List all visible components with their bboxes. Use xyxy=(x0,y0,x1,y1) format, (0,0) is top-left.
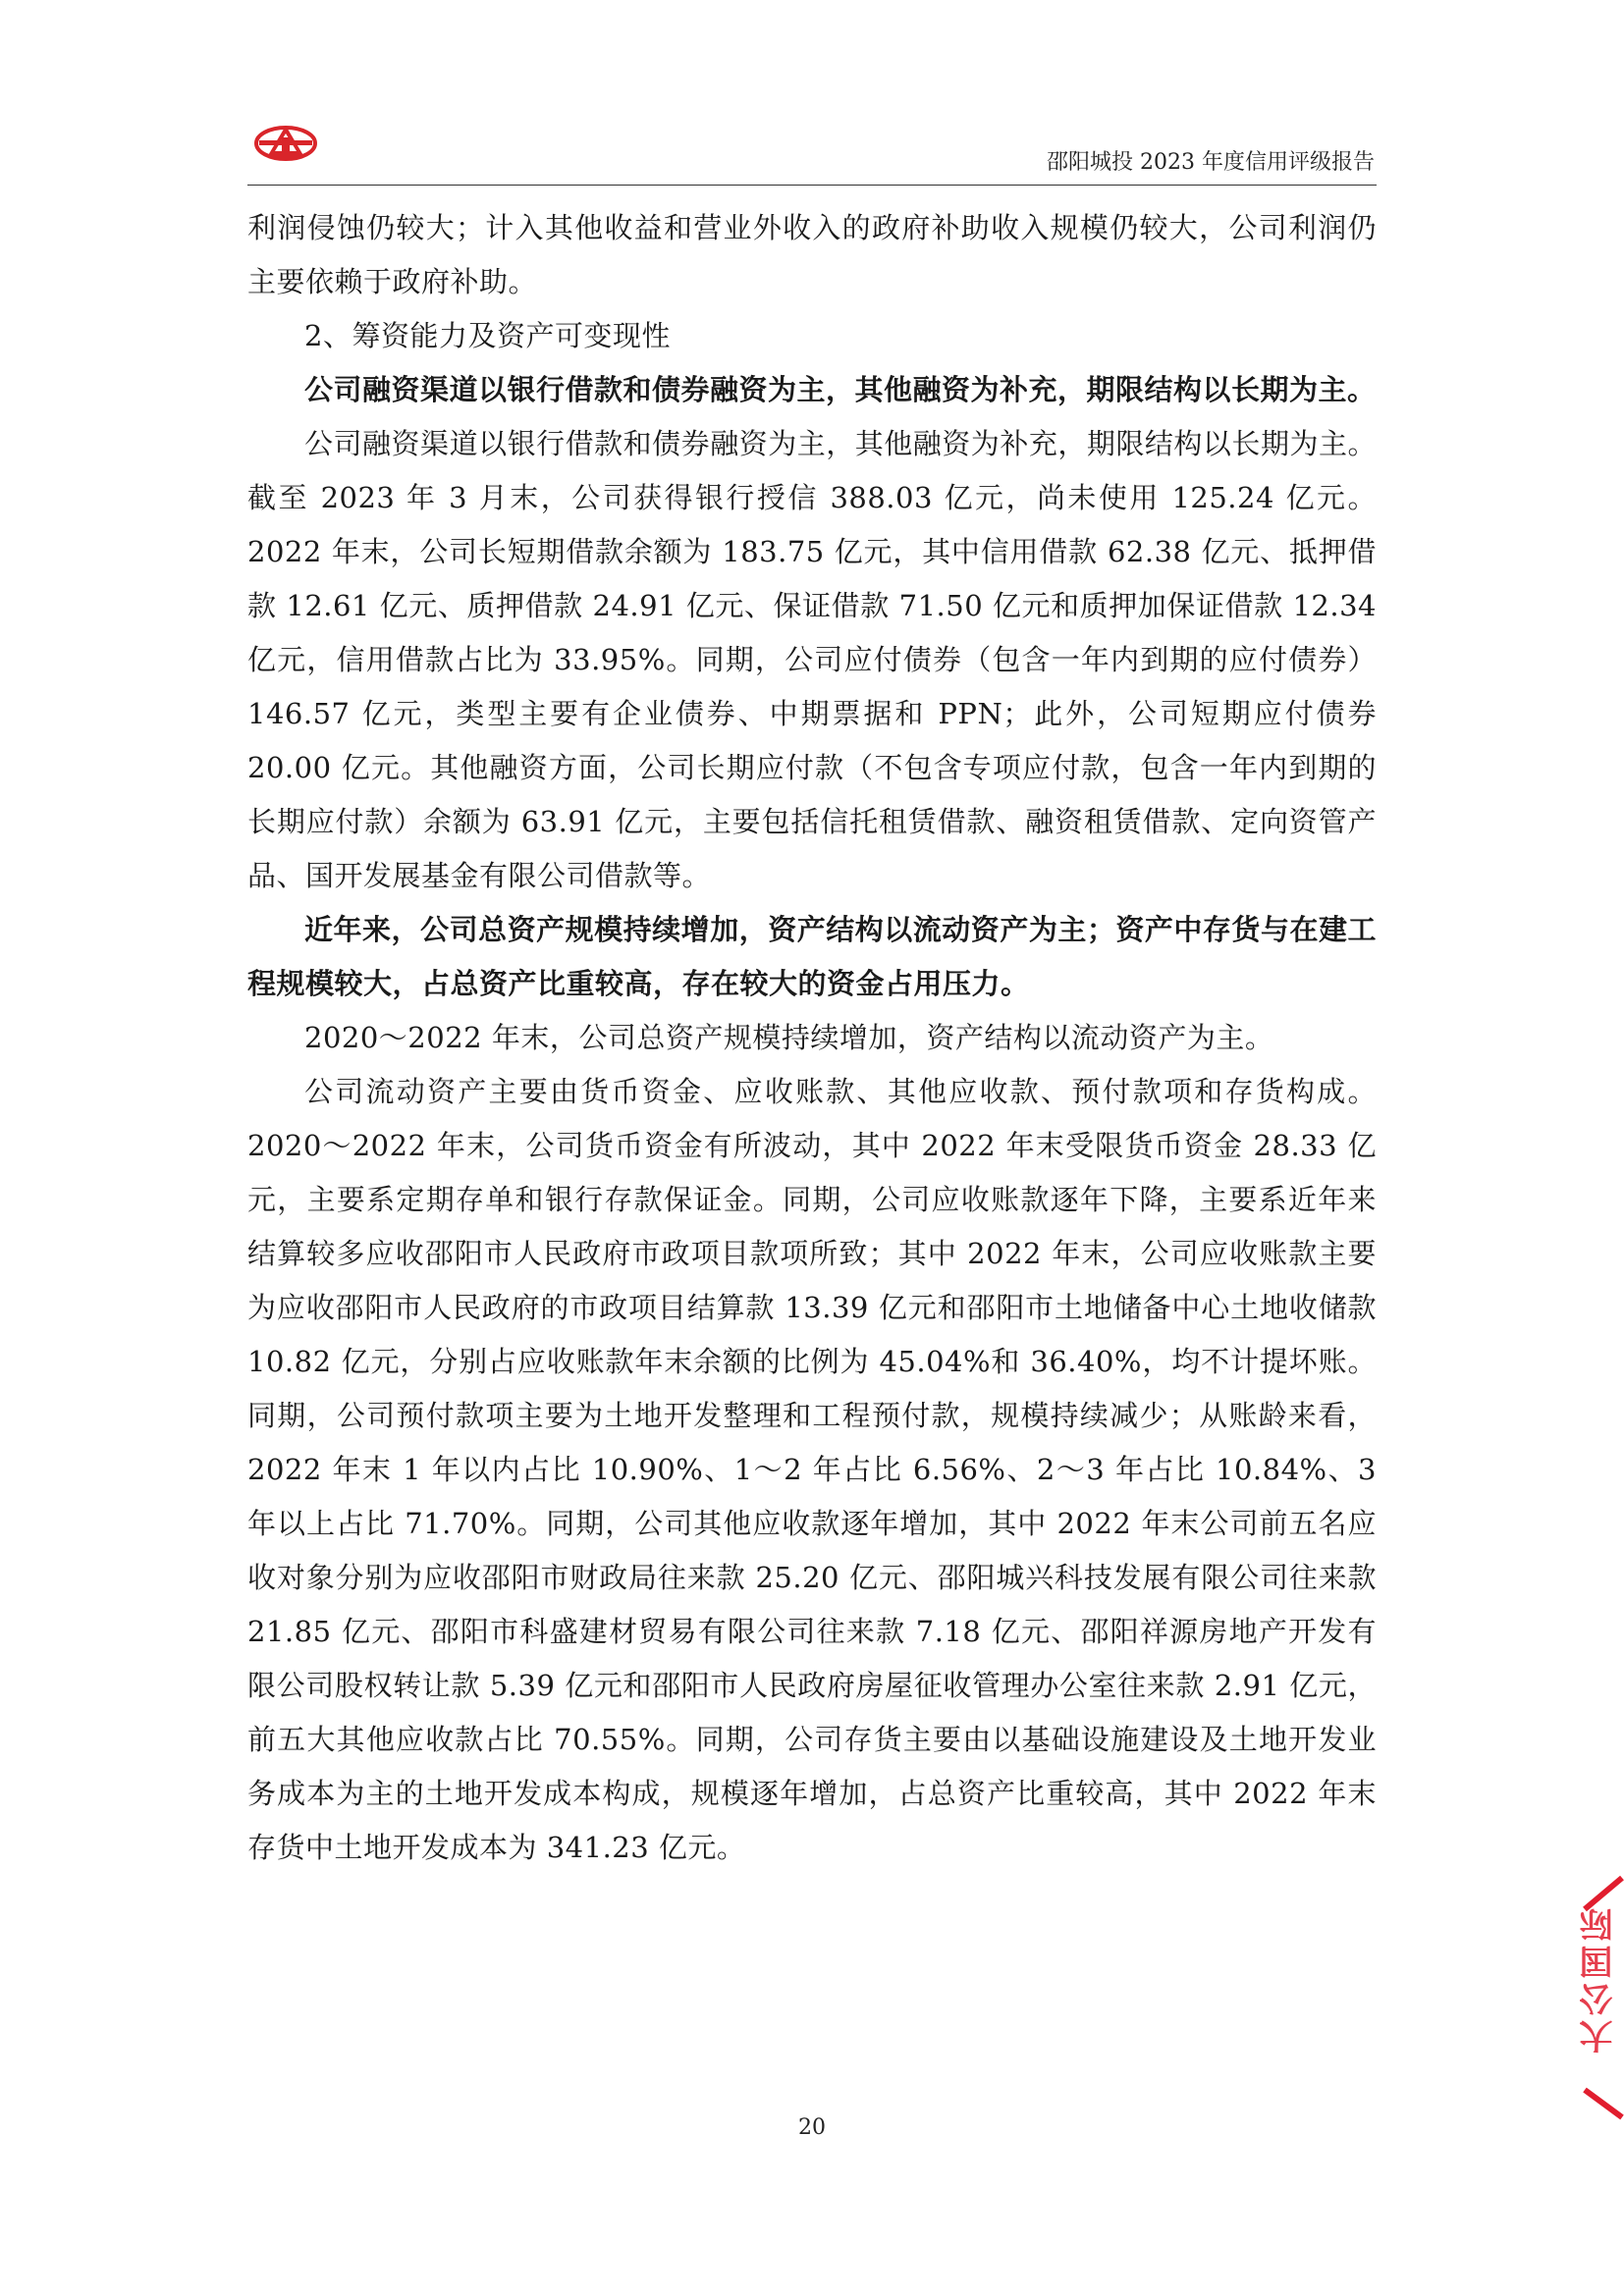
page-number: 20 xyxy=(798,2115,826,2140)
paragraph-profit-subsidy: 利润侵蚀仍较大；计入其他收益和营业外收入的政府补助收入规模仍较大，公司利润仍主要依赖于政府补助。 xyxy=(247,211,1377,298)
summary-financing-channels: 公司融资渠道以银行借款和债券融资为主，其他融资为补充，期限结构以长期为主。 xyxy=(304,373,1377,406)
section-heading-financing: 2、筹资能力及资产可变现性 xyxy=(304,319,671,352)
summary-asset-structure: 近年来，公司总资产规模持续增加，资产结构以流动资产为主；资产中存货与在建工程规模较大，占总资产比重较高，存在较大的资金占用压力。 xyxy=(247,913,1377,1000)
document-body xyxy=(247,201,1377,1875)
paragraph-current-assets: 公司流动资产主要由货币资金、应收账款、其他应收款、预付款项和存货构成。2020～2022 年末，公司货币资金有所波动，其中 2022 年末受限货币资金 28.33 亿元，主要系定期存单和银行存款保证金。同期，公司应收账款逐年下降，主要系近年来结算较多应收邵阳市人民政府市政项目款项所致；其中 2022 年末，公司应收账款主要为应收邵阳市人民政府的市政项目结算款 13.39 亿元和邵阳市土地储备中心土地收储款 10.82 亿元，分别占应收账款年末余额的比例为 45.04%和 36.40%，均不计提坏账。同期，公司预付款项主要为土地开发整理和工程预付款，规模持续减少；从账龄来看，2022 年末 1 年以内占比 10.90%、1～2 年占比 6.56%、2～3 年占比 10.84%、3 年以上占比 71.70%。同期，公司其他应收款逐年增加，其中 2022 年末公司前五名应收对象分别为应收邵阳市财政局往来款 25.20 亿元、邵阳城兴科技发展有限公司往来款 21.85 亿元、邵阳市科盛建材贸易有限公司往来款 7.18 亿元、邵阳祥源房地产开发有限公司股权转让款 5.39 亿元和邵阳市人民政府房屋征收管理办公室往来款 2.91 亿元，前五大其他应收款占比 70.55%。同期，公司存货主要由以基础设施建设及土地开发业务成本为主的土地开发成本构成，规模逐年增加，占总资产比重较高，其中 2022 年末存货中土地开发成本为 341.23 亿元。 xyxy=(247,1075,1377,1864)
side-stamp-text: 大公国际 xyxy=(1580,1904,1619,2054)
paragraph-financing-details: 公司融资渠道以银行借款和债券融资为主，其他融资为补充，期限结构以长期为主。截至 2023 年 3 月末，公司获得银行授信 388.03 亿元，尚未使用 125.24 亿元。2022 年末，公司长短期借款余额为 183.75 亿元，其中信用借款 62.38 亿元、抵押借款 12.61 亿元、质押借款 24.91 亿元、保证借款 71.50 亿元和质押加保证借款 12.34 亿元，信用借款占比为 33.95%。同期，公司应付债券（包含一年内到期的应付债券）146.57 亿元，类型主要有企业债券、中期票据和 PPN；此外，公司短期应付债券 20.00 亿元。其他融资方面，公司长期应付款（不包含专项应付款，包含一年内到期的长期应付款）余额为 63.91 亿元，主要包括信托租赁借款、融资租赁借款、定向资管产品、国开发展基金有限公司借款等。 xyxy=(247,427,1377,892)
report-header-title: 邵阳城投 2023 年度信用评级报告 xyxy=(1047,150,1375,175)
company-logo-icon xyxy=(253,122,318,165)
paragraph-total-assets: 2020～2022 年末，公司总资产规模持续增加，资产结构以流动资产为主。 xyxy=(304,1021,1274,1054)
header-divider xyxy=(247,185,1377,186)
